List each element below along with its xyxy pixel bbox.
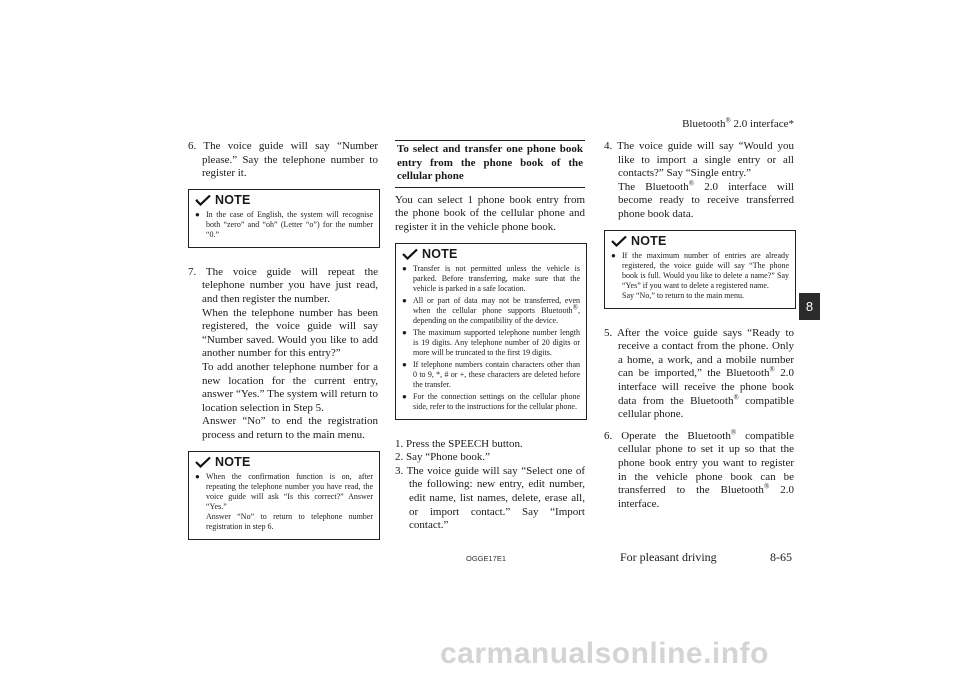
list-item: 1. Press the SPEECH button. xyxy=(395,437,523,450)
note-box-1 xyxy=(188,189,380,248)
column-1 xyxy=(188,140,378,558)
note-check-icon xyxy=(195,456,211,468)
note-check-icon xyxy=(402,248,418,260)
bullet-icon: ● xyxy=(402,327,407,337)
note-header xyxy=(195,454,373,471)
intro-paragraph: You can select 1 phone book entry from the phone book of the cellular phone and register it in the vehicle phone book. xyxy=(395,193,585,233)
note-check-icon xyxy=(195,194,211,206)
bullet-icon: ● xyxy=(195,471,200,481)
step-5: 5. After the voice guide says “Ready to receive a contact from the phone. Only a home, a work, and a mobile number can be imported,” the Bluetooth® 2.0 interface will receive the phone book data from the Bluetooth® compatible cellular phone. xyxy=(604,326,795,421)
list-item: 3. The voice guide will say “Select one of the following: new entry, edit number, edit name, list names, delete, erase all, or import contact.” Say “Import contact.” xyxy=(395,464,585,532)
section-heading: To select and transfer one phone book entry from the phone book of the cellular phone xyxy=(395,140,585,188)
watermark-text: carmanualsonline.info xyxy=(440,637,769,670)
steps-list xyxy=(395,438,585,533)
note-header xyxy=(402,246,580,263)
note-label: NOTE xyxy=(215,193,251,208)
page-number: 8-65 xyxy=(770,550,792,564)
bullet-icon: ● xyxy=(402,295,407,305)
document-code: OGGE17E1 xyxy=(466,554,507,563)
footer-section-name: For pleasant driving xyxy=(620,550,717,564)
note-label: NOTE xyxy=(631,234,667,249)
note-item: ● If the maximum number of entries are already registered, the voice guide will say “The phone book is full. Would you like to delete a name?” Say “Yes” if you want to delete a registered name. Say “No,” to return to the main menu. xyxy=(611,250,789,300)
note-item: ● Transfer is not permitted unless the vehicle is parked. Before transferring, make sure that the vehicle is parked in a safe location. xyxy=(402,263,580,293)
bullet-icon: ● xyxy=(402,359,407,369)
note-header xyxy=(611,233,789,250)
bullet-icon: ● xyxy=(402,263,407,273)
step-7: 7. The voice guide will repeat the telephone number you have just read, and then register the number. When the telephone number has been registered, the voice guide will say “Number saved. Would you like to add another number for this entry?” To add another telephone number for a new location for the current entry, answer “Yes.” The system will return to location selection in Step 5. Answer “No” to end the registration process and return to the main menu. xyxy=(188,265,378,441)
note-item: ● The maximum supported telephone number length is 19 digits. Any telephone number of 20 digits or more will be truncated to the first 19 digits. xyxy=(402,327,580,357)
bullet-icon: ● xyxy=(195,209,200,219)
note-label: NOTE xyxy=(215,455,251,469)
note-check-icon xyxy=(611,235,627,247)
step-4: 4. The voice guide will say “Would you like to import a single entry or all contacts?” Say “Single entry.” The Bluetooth® 2.0 interface will become ready to receive transferred phone book data. xyxy=(604,140,794,220)
list-item: 2. Say “Phone book.” xyxy=(395,451,491,464)
step-6b: 6. Operate the Bluetooth® compatible cellular phone to set it up so that the phone book entry you want to register in the vehicle phone book can be transferred to the Bluetooth® 2.0 interface. xyxy=(604,428,795,510)
column-3 xyxy=(604,140,794,519)
note-item: ● When the confirmation function is on, after repeating the telephone number you have read, the voice guide will ask “Is this correct?” Answer “Yes.” Answer “No” to return to telephone number registration in step 6. xyxy=(195,471,373,531)
note-box-3 xyxy=(395,243,587,420)
note-label: NOTE xyxy=(422,247,458,262)
chapter-tab: 8 xyxy=(799,293,820,320)
note-item: ● All or part of data may not be transferred, even when the cellular phone supports Bluetooth®, depending on the compatibility of the device. xyxy=(402,295,580,325)
running-head: Bluetooth® 2.0 interface* xyxy=(682,116,794,130)
note-box-2 xyxy=(188,451,380,540)
note-box-4 xyxy=(604,230,796,309)
bullet-icon: ● xyxy=(611,250,616,260)
note-item: ● In the case of English, the system will recognise both “zero” and “oh” (Letter “o”) for the number “0.” xyxy=(195,209,373,239)
note-item: ● If telephone numbers contain characters other than 0 to 9, *, # or +, these characters are deleted before the transfer. xyxy=(402,359,580,389)
column-2 xyxy=(395,140,585,533)
step-6: 6. The voice guide will say “Number please.” Say the telephone number to register it. xyxy=(188,140,378,180)
note-header xyxy=(195,192,373,209)
note-item: ● For the connection settings on the cellular phone side, refer to the instructions for the cellular phone. xyxy=(402,391,580,411)
bullet-icon: ● xyxy=(402,391,407,401)
